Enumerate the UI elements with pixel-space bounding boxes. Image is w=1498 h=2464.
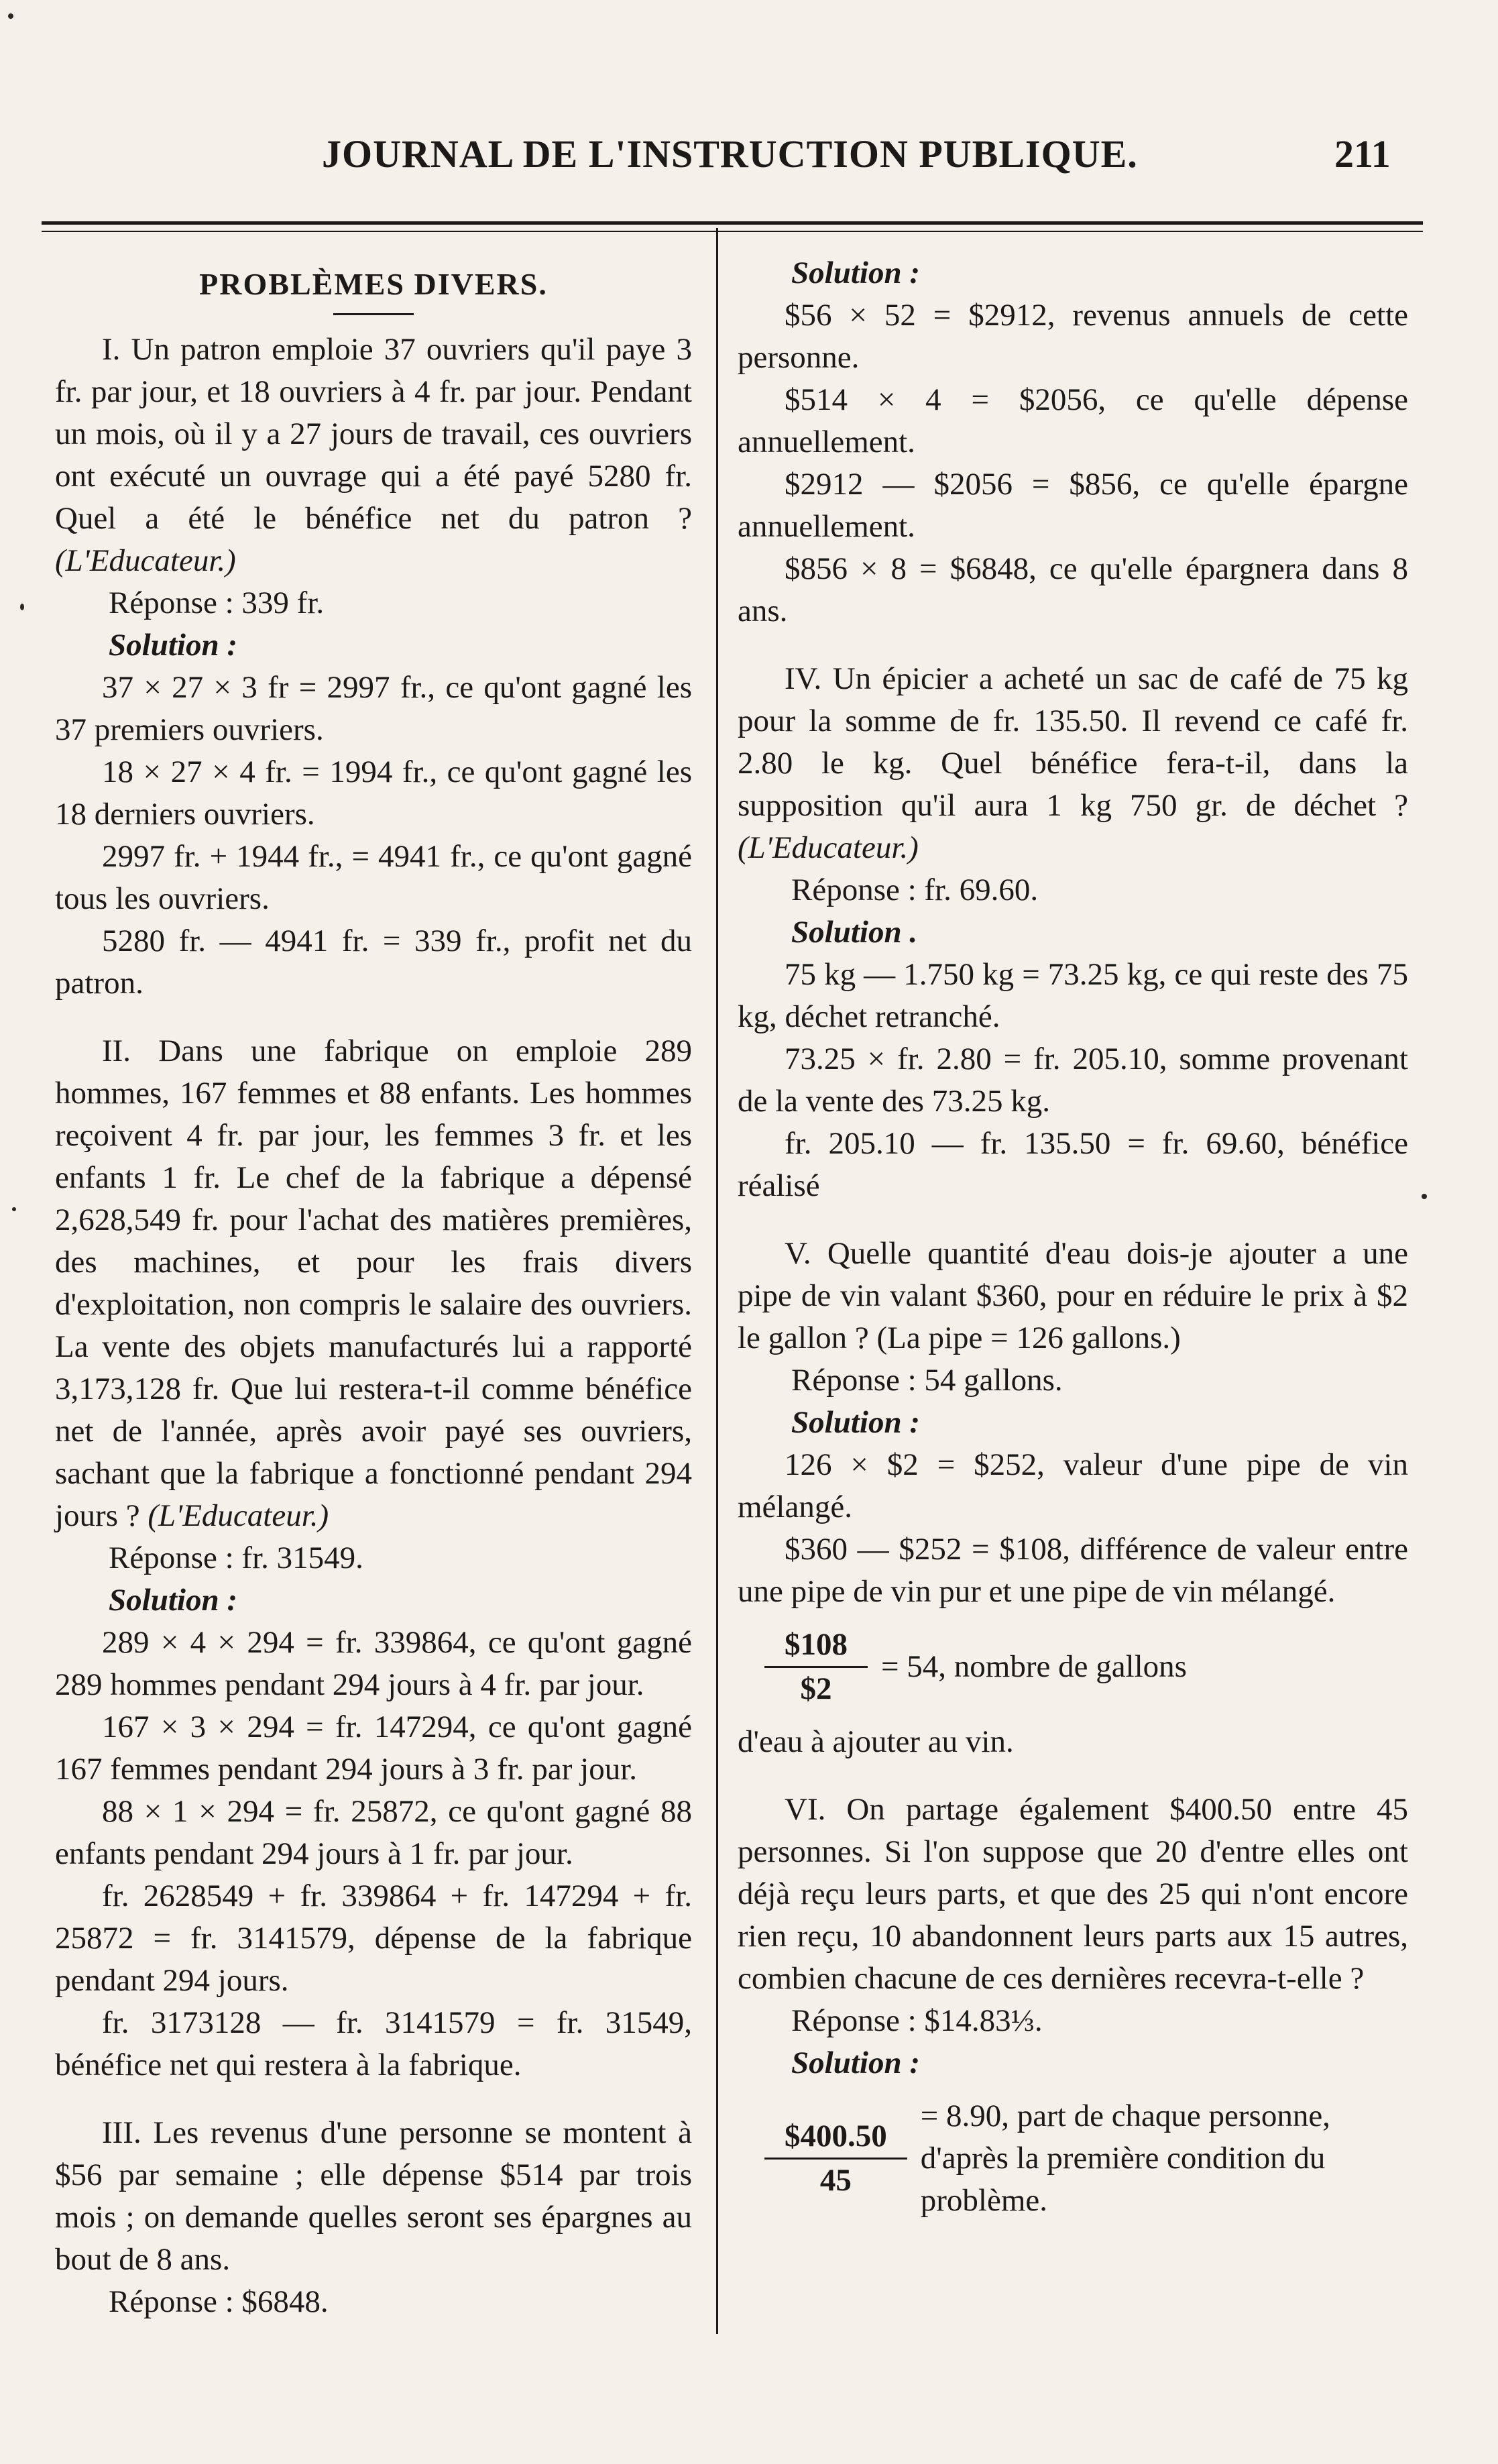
problem-2-source: (L'Educateur.) — [148, 1498, 329, 1533]
problem-5-response: Réponse : 54 gallons. — [791, 1363, 1063, 1398]
problem-2-line: fr. 3173128 — fr. 3141579 = fr. 31549, bénéfice net qui restera à la fabrique. — [55, 2005, 692, 2082]
problem-4-response: Réponse : fr. 69.60. — [791, 873, 1039, 907]
problem-5-line: $360 — $252 = $108, différence de valeur entre une pipe de vin pur et une pipe de vin mélangé. — [738, 1532, 1408, 1609]
problem-2-line: fr. 2628549 + fr. 339864 + fr. 147294 + fr. 25872 = fr. 3141579, dépense de la fabrique pendant 294 jours. — [55, 1879, 692, 1998]
problem-3-statement: III. Les revenus d'une personne se montent à $56 par semaine ; elle dépense $514 par trois mois ; on demande quelles seront ses épargnes au bout de 8 ans. — [55, 2115, 692, 2277]
problem-4-line: fr. 205.10 — fr. 135.50 = fr. 69.60, bénéfice réalisé — [738, 1126, 1408, 1203]
fraction-denominator: $2 — [800, 1671, 832, 1706]
problem-4-solution-label: Solution . — [791, 915, 918, 950]
left-column — [55, 263, 692, 2323]
print-speck — [12, 1207, 16, 1211]
problem-5-solution-label: Solution : — [791, 1405, 920, 1440]
fraction-denominator: 45 — [819, 2163, 852, 2198]
column-divider — [716, 228, 718, 2334]
problem-6-solution-label: Solution : — [791, 2046, 920, 2080]
problem-6-statement: VI. On partage également $400.50 entre 45 personnes. Si l'on suppose que 20 d'entre elles ont déjà reçu leurs parts, et que des 25 qui n'ont encore rien reçu, 10 abandonnent leurs parts aux 15 autres, combien chacune de ces dernières recevra-t-elle ? — [738, 1792, 1408, 1996]
problem-1-line: 18 × 27 × 4 fr. = 1994 fr., ce qu'ont gagné les 18 derniers ouvriers. — [55, 754, 692, 832]
right-column — [738, 252, 1408, 2233]
problem-6-response: Réponse : $14.83⅓. — [791, 2003, 1043, 2038]
problem-1-solution-label: Solution : — [109, 628, 237, 663]
print-speck — [8, 13, 13, 19]
problem-4-line: 75 kg — 1.750 kg = 73.25 kg, ce qui reste des 75 kg, déchet retranché. — [738, 957, 1408, 1034]
problem-3-line: $56 × 52 = $2912, revenus annuels de cette personne. — [738, 298, 1408, 375]
section-title: PROBLÈMES DIVERS. — [199, 267, 548, 301]
problem-1-line: 5280 fr. — 4941 fr. = 339 fr., profit net du patron. — [55, 923, 692, 1001]
fraction-numerator: $108 — [785, 1627, 848, 1662]
problem-3-line: $856 × 8 = $6848, ce qu'elle épargnera dans 8 ans. — [738, 551, 1408, 628]
problem-2-statement: II. Dans une fabrique on emploie 289 hommes, 167 femmes et 88 enfants. Les hommes reçoivent 4 fr. par jour, les femmes 3 fr. et les enfants 1 fr. Le chef de la fabrique a dépensé 2,628,549 fr. pour l'achat des matières premières, des machines, et pour les frais divers d'exploitation, non compris le salaire des ouvriers. La vente des objets manufacturés lui a rapporté 3,173,128 fr. Que lui restera-t-il comme bénéfice net de l'année, après avoir payé ses ouvriers, sachant que la fabrique a fonctionné pendant 294 jours ? (L'Educateur.) — [55, 1033, 692, 1533]
problem-2-solution-label: Solution : — [109, 1583, 237, 1618]
problem-1-line: 2997 fr. + 1944 fr., = 4941 fr., ce qu'ont gagné tous les ouvriers. — [55, 839, 692, 916]
page-number: 211 — [1334, 132, 1391, 176]
problem-2-line: 167 × 3 × 294 = fr. 147294, ce qu'ont gagné 167 femmes pendant 294 jours à 3 fr. par jour. — [55, 1710, 692, 1787]
fraction-result: = 54, nombre de gallons — [881, 1649, 1187, 1684]
problem-3-response: Réponse : $6848. — [109, 2284, 329, 2319]
problem-1-source: (L'Educateur.) — [55, 543, 236, 578]
problem-1-response: Réponse : 339 fr. — [109, 585, 325, 620]
fraction-result: = 8.90, part de chaque personne, d'après la première condition du problème. — [920, 2098, 1330, 2218]
problem-4-statement: IV. Un épicier a acheté un sac de café de 75 kg pour la somme de fr. 135.50. Il revend ce café fr. 2.80 le kg. Quel bénéfice fera-t-il, dans la supposition qu'il aura 1 kg 750 gr. de déchet ? (L'Educateur.) — [738, 661, 1408, 865]
problem-3-solution-label: Solution : — [791, 256, 920, 290]
problem-1-statement: I. Un patron emploie 37 ouvriers qu'il paye 3 fr. par jour, et 18 ouvriers à 4 fr. par jour. Pendant un mois, où il y a 27 jours de travail, ces ouvriers ont exécuté un ouvrage qui a été payé 5280 fr. Quel a été le bénéfice net du patron ? (L'Educateur.) — [55, 332, 692, 578]
problem-6-fraction-row — [738, 2095, 1408, 2222]
header-rule-thin — [42, 231, 1423, 232]
problem-3-line: $514 × 4 = $2056, ce qu'elle dépense annuellement. — [738, 382, 1408, 459]
problem-6-fraction — [764, 2115, 907, 2202]
title-rule — [333, 313, 414, 315]
problem-5-statement: V. Quelle quantité d'eau dois-je ajouter a une pipe de vin valant $360, pour en réduire le prix à $2 le gallon ? (La pipe = 126 gallons.) — [738, 1236, 1408, 1355]
problem-5-fraction-row — [738, 1624, 1408, 1710]
header-rule-thick — [42, 221, 1423, 225]
problem-5-after: d'eau à ajouter au vin. — [738, 1724, 1014, 1759]
problem-2-response: Réponse : fr. 31549. — [109, 1541, 363, 1575]
problem-2-line: 88 × 1 × 294 = fr. 25872, ce qu'ont gagné 88 enfants pendant 294 jours à 1 fr. par jour. — [55, 1794, 692, 1871]
fraction-numerator: $400.50 — [785, 2119, 887, 2153]
problem-3-line: $2912 — $2056 = $856, ce qu'elle épargne annuellement. — [738, 467, 1408, 544]
problem-5-line: 126 × $2 = $252, valeur d'une pipe de vin mélangé. — [738, 1447, 1408, 1524]
problem-1-line: 37 × 27 × 3 fr = 2997 fr., ce qu'ont gagné les 37 premiers ouvriers. — [55, 670, 692, 747]
journal-title: JOURNAL DE L'INSTRUCTION PUBLIQUE. — [322, 132, 1138, 176]
problem-4-source: (L'Educateur.) — [738, 830, 919, 865]
problem-2-line: 289 × 4 × 294 = fr. 339864, ce qu'ont gagné 289 hommes pendant 294 jours à 4 fr. par jour. — [55, 1625, 692, 1702]
problem-4-line: 73.25 × fr. 2.80 = fr. 205.10, somme provenant de la vente des 73.25 kg. — [738, 1042, 1408, 1119]
problem-5-fraction — [764, 1624, 868, 1710]
print-speck — [1422, 1194, 1427, 1199]
print-speck — [20, 604, 24, 610]
